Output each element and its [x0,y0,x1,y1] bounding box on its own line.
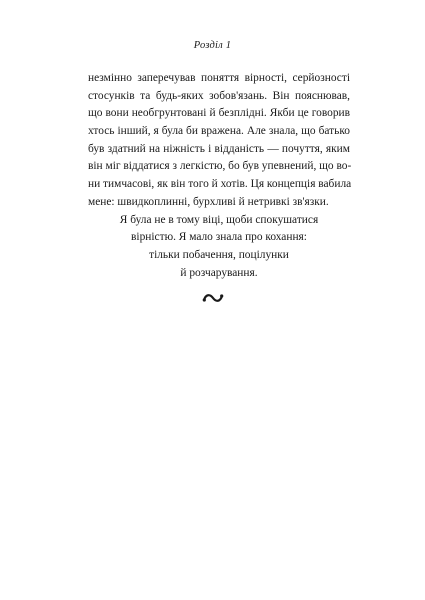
centered-line: вірністю. Я мало знала про кохання: [131,231,307,244]
centered-line: тільки побачення, поцілунки [149,248,289,261]
text-line: що вони необгрунтовані й безплідні. Якби це говорив [88,107,350,120]
text-line: хтось інший, я була би вражена. Але знала, що батько [88,125,350,138]
running-head: Розділ 1 [193,40,232,51]
text-line: був здатний на ніжність і відданість — почуття, яким [88,142,350,155]
text-line: мене: швидкоплинні, бурхливі й нетривкі зв'язки. [88,195,329,208]
body-text [88,70,350,282]
centered-line: й розчарування. [180,266,258,279]
centered-line: Я була не в тому віці, щоби спокушатися [119,213,319,226]
text-line: стосунків та будь-яких зобов'язань. Він пояснював, [88,89,350,102]
text-line: він міг віддатися з легкістю, бо був упевнений, що во- [88,160,352,173]
swash-ornament-icon [202,292,224,304]
text-line: ни тимчасові, як він того й хотів. Ця концепція вабила [88,178,352,191]
section-ornament [0,292,425,304]
text-line: незмінно заперечував поняття вірності, серйозності [88,72,350,84]
